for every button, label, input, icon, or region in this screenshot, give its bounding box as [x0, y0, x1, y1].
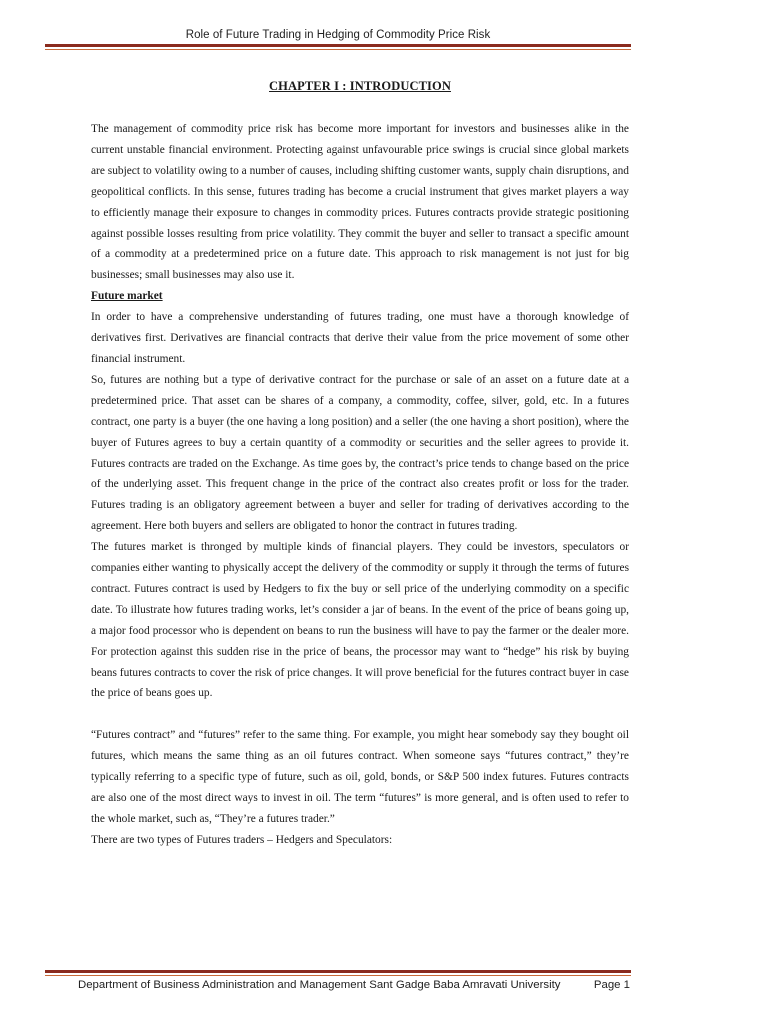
chapter-title: CHAPTER I : INTRODUCTION [269, 79, 451, 93]
running-header-title: Role of Future Trading in Hedging of Commodity Price Risk [185, 29, 491, 41]
paragraph-intro: The management of commodity price risk has become more important for investors and businesses alike in the current unstable financial environment. Protecting against unfavourable price swings is crucial since global markets are subject to volatility owing to a number of causes, including shifting customer wants, supply chain disruptions, and geopolitical conflicts. In this sense, futures trading has become a crucial instrument that gives market players a way to efficiently manage their exposure to changes in commodity prices. Futures contracts provide strategic positioning against possible losses resulting from price volatility. They commit the buyer and seller to transact a specific amount of a commodity at a predetermined price on a future date. This approach to risk management is not just for big businesses; small businesses may also use it. [91, 123, 629, 282]
paragraph-trader-types: There are two types of Futures traders – Hedgers and Speculators: [91, 833, 393, 846]
paragraph-derivatives: In order to have a comprehensive understanding of futures trading, one must have a thorough knowledge of derivatives first. Derivatives are financial contracts that derive their value from the price movement of some other financial instrument. [91, 311, 629, 365]
page-footer [78, 979, 630, 991]
header-rule-thick [45, 44, 631, 47]
paragraph-spacer [91, 704, 629, 725]
section-heading-future-market: Future market [91, 290, 163, 303]
footer-rule-thin [45, 975, 631, 976]
footer-department: Department of Business Administration and Management Sant Gadge Baba Amravati University [78, 979, 561, 991]
paragraph-futures-definition: So, futures are nothing but a type of derivative contract for the purchase or sale of an asset on a future date at a predetermined price. That asset can be shares of a company, a commodity, coffee, silver, gold, etc. In a futures contract, one party is a buyer (the one having a long position) and a seller (the one having a short position), where the buyer of Futures agrees to buy a certain quantity of a commodity or securities and the seller agrees to provide it. Futures contracts are traded on the Exchange. As time goes by, the contract’s price tends to change based on the price of the underlying asset. This frequent change in the price of the contract also creates profit or loss for the trader. Futures trading is an obligatory agreement between a buyer and seller for trading of derivatives according to the agreement. Here both buyers and sellers are obligated to honor the contract in futures trading. [91, 373, 629, 533]
paragraph-futures-contract: “Futures contract” and “futures” refer to the same thing. For example, you might hear somebody say they bought oil futures, which means the same thing as an oil futures contract. When someone says “futures contract,” they’re typically referring to a specific type of future, such as oil, gold, bonds, or S&P 500 index futures. Futures contracts are also one of the most direct ways to invest in oil. The term “futures” is more general, and is often used to refer to the whole market, such as, “They’re a futures trader.” [91, 729, 629, 825]
paragraph-futures-market: The futures market is thronged by multiple kinds of financial players. They could be investors, speculators or companies either wanting to physically accept the delivery of the commodity or supply it through the terms of futures contract. Futures contract is used by Hedgers to fix the buy or sell price of the underlying commodity on a specific date. To illustrate how futures trading works, let’s consider a jar of beans. In the event of the price of beans going up, a major food processor who is dependent on beans to run the business will have to pay the farmer or the dealer more. For protection against this sudden rise in the price of beans, the processor may want to “hedge” his risk by buying beans futures contracts to cover the risk of price changes. It will prove beneficial for the futures contract buyer in case the price of beans goes up. [91, 541, 629, 700]
header-rule-thin [45, 49, 631, 50]
footer-rule-thick [45, 970, 631, 973]
body-text [91, 119, 629, 851]
page-number: Page 1 [593, 979, 630, 991]
